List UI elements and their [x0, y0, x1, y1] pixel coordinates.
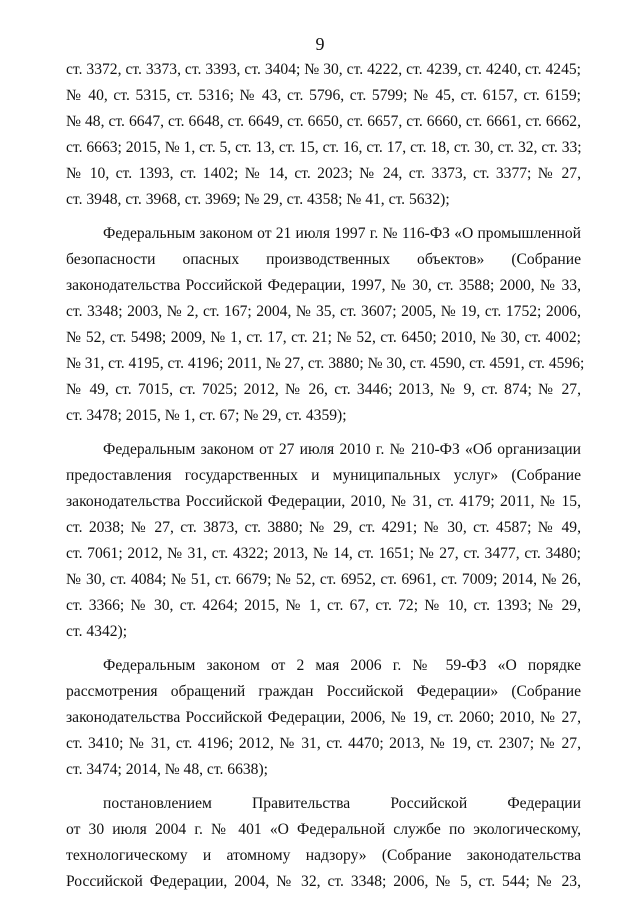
text-line: № 40, ст. 5315, ст. 5316; № 43, ст. 5796, ст. 5799; № 45, ст. 6157, ст. 6159;	[66, 87, 581, 104]
paragraph-law-116-fz	[66, 221, 585, 429]
paragraph-decree-401	[66, 791, 581, 895]
text-line: ст. 3348; 2003, № 2, ст. 167; 2004, № 35, ст. 3607; 2005, № 19, ст. 1752; 2006,	[66, 303, 581, 320]
text-line: законодательства Российской Федерации, 1997, № 30, ст. 3588; 2000, № 33,	[66, 277, 581, 294]
text-line: технологическому и атомному надзору» (Собрание законодательства	[66, 847, 581, 864]
paragraph-continuation	[66, 57, 581, 213]
text-line: № 30, ст. 4084; № 51, ст. 6679; № 52, ст. 6952, ст. 6961, ст. 7009; 2014, № 26,	[66, 571, 581, 588]
text-line: ст. 3948, ст. 3968, ст. 3969; № 29, ст. 4358; № 41, ст. 5632);	[66, 191, 450, 208]
text-line: № 52, ст. 5498; 2009, № 1, ст. 17, ст. 21; № 52, ст. 6450; 2010, № 30, ст. 4002;	[66, 329, 581, 346]
text-line: Федеральным законом от 21 июля 1997 г. № 116-ФЗ «О промышленной	[103, 225, 581, 242]
text-line: законодательства Российской Федерации, 2010, № 31, ст. 4179; 2011, № 15,	[66, 493, 581, 510]
text-line: Российской Федерации, 2004, № 32, ст. 3348; 2006, № 5, ст. 544; № 23,	[66, 873, 581, 890]
text-line: законодательства Российской Федерации, 2006, № 19, ст. 2060; 2010, № 27,	[66, 709, 581, 726]
text-line: от 30 июля 2004 г. № 401 «О Федеральной службе по экологическому,	[66, 821, 581, 838]
text-line: ст. 3372, ст. 3373, ст. 3393, ст. 3404; № 30, ст. 4222, ст. 4239, ст. 4240, ст. 4245;	[66, 61, 581, 78]
text-line: предоставления государственных и муниципальных услуг» (Собрание	[66, 467, 581, 484]
text-line: № 10, ст. 1393, ст. 1402; № 14, ст. 2023; № 24, ст. 3373, ст. 3377; № 27,	[66, 165, 581, 182]
page-number: 9	[315, 34, 325, 54]
text-line: Федеральным законом от 27 июля 2010 г. № 210-ФЗ «Об организации	[103, 441, 581, 458]
text-line: безопасности опасных производственных объектов» (Собрание	[66, 251, 581, 268]
text-line: № 48, ст. 6647, ст. 6648, ст. 6649, ст. 6650, ст. 6657, ст. 6660, ст. 6661, ст. 6662,	[66, 113, 581, 130]
paragraph-law-59-fz	[66, 653, 581, 783]
text-line: № 31, ст. 4195, ст. 4196; 2011, № 27, ст. 3880; № 30, ст. 4590, ст. 4591, ст. 4596;	[66, 355, 585, 372]
text-line: ст. 2038; № 27, ст. 3873, ст. 3880; № 29, ст. 4291; № 30, ст. 4587; № 49,	[66, 519, 581, 536]
text-line: рассмотрения обращений граждан Российской Федерации» (Собрание	[66, 683, 581, 700]
text-line: ст. 3410; № 31, ст. 4196; 2012, № 31, ст. 4470; 2013, № 19, ст. 2307; № 27,	[66, 735, 581, 752]
text-line: Федеральным законом от 2 мая 2006 г. № 59-ФЗ «О порядке	[103, 657, 581, 674]
text-line: № 49, ст. 7015, ст. 7025; 2012, № 26, ст. 3446; 2013, № 9, ст. 874; № 27,	[66, 381, 581, 398]
document-body	[66, 57, 585, 903]
paragraph-law-210-fz	[66, 437, 581, 645]
text-line: ст. 6663; 2015, № 1, ст. 5, ст. 13, ст. 15, ст. 16, ст. 17, ст. 18, ст. 30, ст. 32, ст. 33;	[66, 139, 582, 156]
text-line: постановлением Правительства Российской Федерации	[103, 795, 581, 812]
text-line: ст. 3478; 2015, № 1, ст. 67; № 29, ст. 4359);	[66, 407, 347, 424]
text-line: ст. 3474; 2014, № 48, ст. 6638);	[66, 761, 269, 778]
text-line: ст. 3366; № 30, ст. 4264; 2015, № 1, ст. 67, ст. 72; № 10, ст. 1393; № 29,	[66, 597, 581, 614]
text-line: ст. 4342);	[66, 623, 128, 640]
text-line: ст. 7061; 2012, № 31, ст. 4322; 2013, № 14, ст. 1651; № 27, ст. 3477, ст. 3480;	[66, 545, 581, 562]
